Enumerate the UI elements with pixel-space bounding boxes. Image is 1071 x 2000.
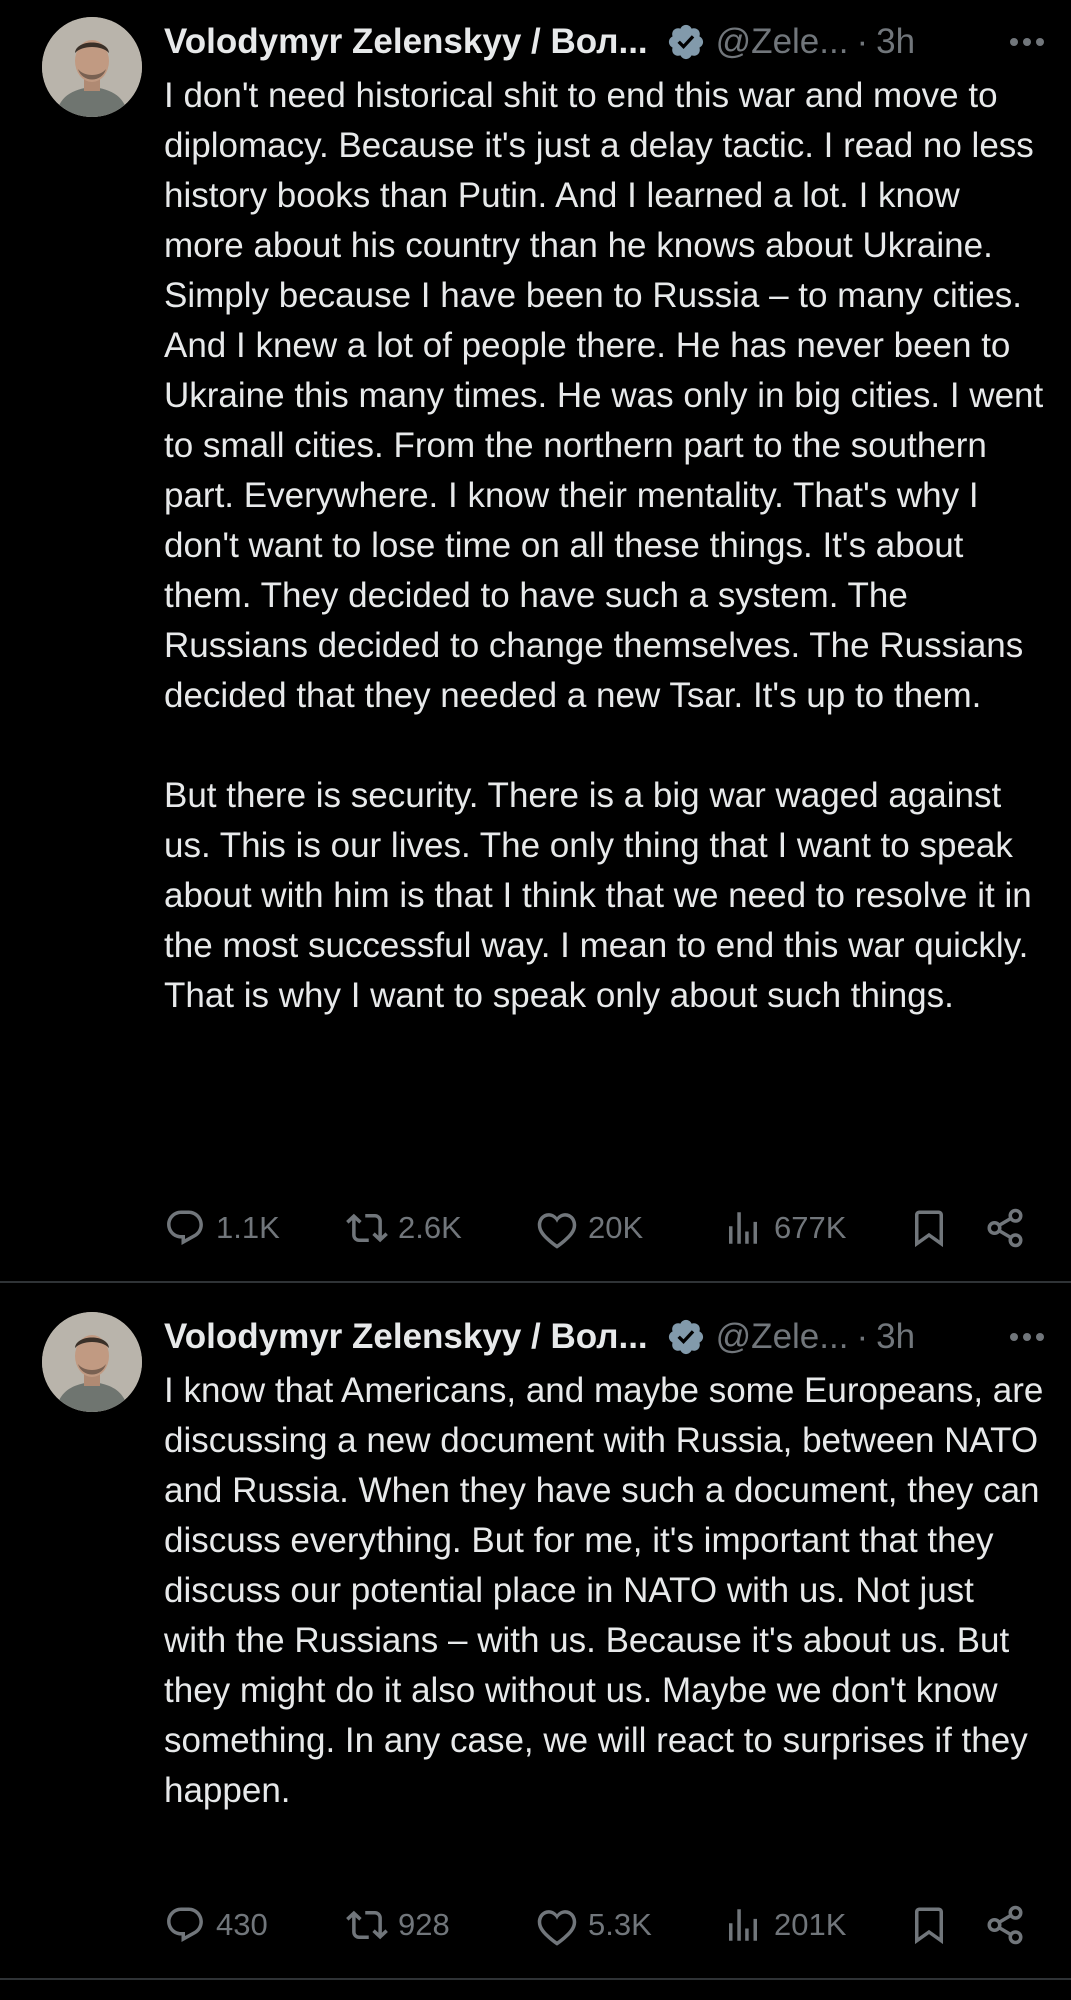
heart-icon [536,1904,578,1946]
heart-icon [536,1207,578,1249]
repost-button[interactable] [346,1904,536,1946]
tweet-text: I don't need historical shit to end this war and move to diplomacy. Because it's just a delay tactic. I read no less history books than Putin. And I learned a lot. I know more about his country than he knows about Ukraine. Simply because I have been to Russia – to many cities. And I knew a lot of people there. He has never been to Ukraine this many times. He was only in big cities. I went to small cities. From the northern part to the southern part. Everywhere. I know their mentality. That's why I don't want to lose time on all these things. It's about them. They decided to have such a system. The Russians decided to change themselves. The Russians decided that they needed a new Tsar. It's up to them. But there is security. There is a big war waged against us. This is our lives. The only thing that I want to speak about with him is that I think that we need to resolve it in the most successful way. I mean to end this war quickly. That is why I want to speak only about such things. [164,76,1044,1015]
avatar-portrait-icon [42,1312,142,1412]
repost-button[interactable] [346,1207,536,1249]
reply-button[interactable] [164,1207,346,1249]
repost-count: 928 [398,1907,450,1942]
views-bars-icon [722,1904,764,1946]
author-handle[interactable]: @Zele... [715,1317,849,1356]
author-name[interactable]: Volodymyr Zelenskyy / Вол... [164,22,648,61]
share-button[interactable] [984,1207,1026,1249]
tweet-actions [164,1200,1031,1256]
reply-count: 1.1K [216,1210,280,1245]
reply-count: 430 [216,1907,268,1942]
more-dots-icon[interactable] [1007,1317,1047,1357]
bookmark-button[interactable] [908,1207,984,1249]
verified-badge-icon[interactable] [666,1317,706,1357]
reply-bubble-icon [164,1207,206,1249]
repost-count: 2.6K [398,1210,462,1245]
tweet-header [164,1309,1047,1365]
like-button[interactable] [536,1904,722,1946]
author-handle[interactable]: @Zele... [715,22,849,61]
like-button[interactable] [536,1207,722,1249]
tweet-text: I know that Americans, and maybe some Europeans, are discussing a new document with Russia, between NATO and Russia. When they have such a document, they can discuss everything. But for me, it's important that they discuss our potential place in NATO with us. Not just with the Russians – with us. Because it's about us. But they might do it also without us. Maybe we don't know something. In any case, we will react to surprises if they happen. [164,1371,1054,1810]
tweet-timestamp[interactable]: 3h [876,22,916,61]
separator-dot: · [856,22,869,61]
views-button[interactable] [722,1904,908,1946]
tweet-header [164,14,1047,70]
share-button[interactable] [984,1904,1026,1946]
tweet-actions [164,1897,1031,1953]
bookmark-icon [908,1904,950,1946]
tweet[interactable] [0,1283,1071,1980]
bookmark-button[interactable] [908,1904,984,1946]
views-bars-icon [722,1207,764,1249]
avatar-portrait-icon [42,17,142,117]
avatar[interactable] [42,17,142,117]
views-count: 201K [774,1907,847,1942]
like-count: 5.3K [588,1907,652,1942]
author-name[interactable]: Volodymyr Zelenskyy / Вол... [164,1317,648,1356]
share-icon [984,1207,1026,1249]
reply-bubble-icon [164,1904,206,1946]
separator-dot: · [856,1317,869,1356]
share-icon [984,1904,1026,1946]
repost-arrows-icon [346,1207,388,1249]
avatar[interactable] [42,1312,142,1412]
bookmark-icon [908,1207,950,1249]
more-dots-icon[interactable] [1007,22,1047,62]
tweet-timestamp[interactable]: 3h [876,1317,916,1356]
views-button[interactable] [722,1207,908,1249]
like-count: 20K [588,1210,644,1245]
repost-arrows-icon [346,1904,388,1946]
reply-button[interactable] [164,1904,346,1946]
verified-badge-icon[interactable] [666,22,706,62]
views-count: 677K [774,1210,847,1245]
